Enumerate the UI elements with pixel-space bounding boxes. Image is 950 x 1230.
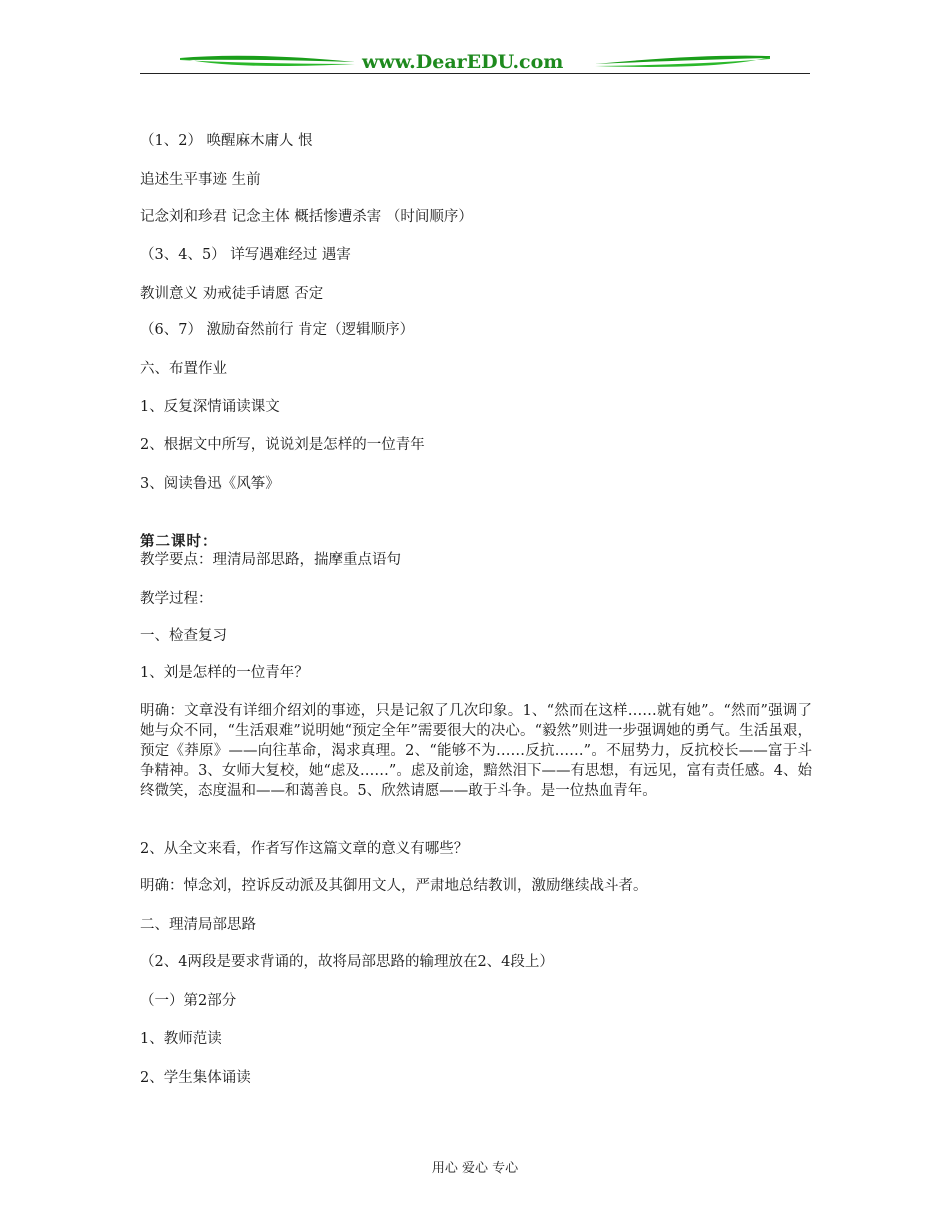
section-title: 第二课时： <box>140 533 218 550</box>
question-2: 2、从全文来看，作者写作这篇文章的意义有哪些？ <box>140 841 469 857</box>
answer-1-paragraph: 明确：文章没有详细介绍刘的事迹，只是记叙了几次印象。1、“然而在这样……就有她”。“然而”强调了她与众不同，“生活艰难”说明她“预定全年”需要很大的决心。“毅然”则进一步强调她的勇气。生活虽艰，预定《莽原》——向往革命，渴求真理。2、“能够不为……反抗……”。不屈势力，反抗校长——富于斗争精神。3、女师大复校，她“虑及……”。虑及前途，黯然泪下——有思想，有远见，富有责任感。4、始终微笑，态度温和——和蔼善良。5、欣然请愿——敢于斗争。是一位热血青年。 <box>140 703 812 799</box>
outline-line-3: 记念刘和珍君 记念主体 概括惨遭杀害 （时间顺序） <box>140 209 473 225</box>
homework-item-1: 1、反复深情诵读课文 <box>140 399 280 415</box>
outline-line-5: 教训意义 劝戒徒手请愿 否定 <box>140 286 324 302</box>
question-1: 1、刘是怎样的一位青年？ <box>140 665 309 681</box>
teaching-focus: 教学要点：理清局部思路，揣摩重点语句 <box>140 552 401 568</box>
outline-line-6: （6、7） 激励奋然前行 肯定（逻辑顺序） <box>140 322 415 338</box>
page-footer: 用心 爱心 专心 <box>431 1161 519 1176</box>
part2-note: （2、4两段是要求背诵的，故将局部思路的输理放在2、4段上） <box>140 954 554 970</box>
header-logo <box>140 48 810 76</box>
review-heading: 一、检查复习 <box>140 628 227 644</box>
step-1: 1、教师范读 <box>140 1031 222 1047</box>
step-2: 2、学生集体诵读 <box>140 1070 251 1086</box>
site-logo-text: www.DearEDU.com <box>362 51 564 73</box>
answer-2: 明确：悼念刘，控诉反动派及其御用文人，严肃地总结教训，激励继续战斗者。 <box>140 878 648 894</box>
homework-item-2: 2、根据文中所写，说说刘是怎样的一位青年 <box>140 437 425 453</box>
outline-line-2: 追述生平事迹 生前 <box>140 172 261 188</box>
homework-item-3: 3、阅读鲁迅《风筝》 <box>140 476 280 492</box>
outline-line-4: （3、4、5） 详写遇难经过 遇害 <box>140 247 351 263</box>
header-rule <box>140 73 810 74</box>
outline-line-1: （1、2） 唤醒麻木庸人 恨 <box>140 133 313 149</box>
subpart-heading: （一）第2部分 <box>140 993 237 1009</box>
process-label: 教学过程： <box>140 591 213 607</box>
part2-heading: 二、理清局部思路 <box>140 917 256 933</box>
homework-heading: 六、布置作业 <box>140 361 227 377</box>
